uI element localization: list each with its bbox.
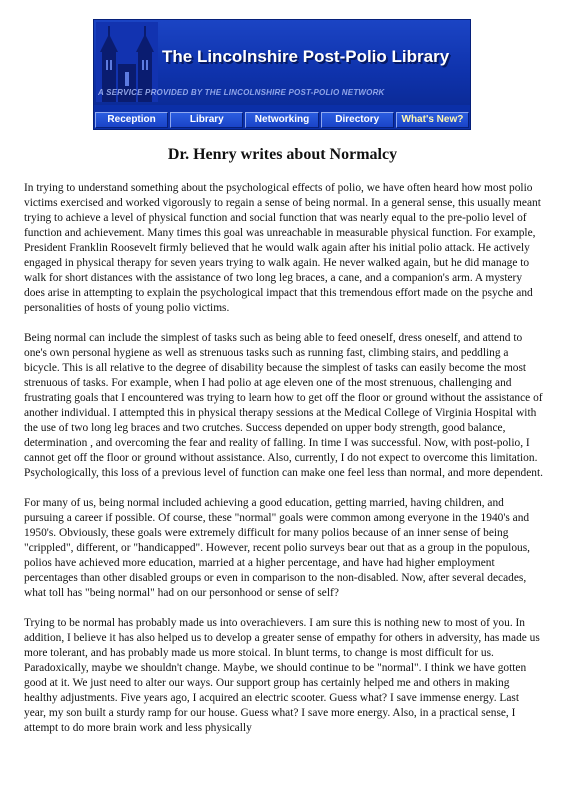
site-banner <box>93 19 471 130</box>
site-tagline: A SERVICE PROVIDED BY THE LINCOLNSHIRE POST-POLIO NETWORK <box>98 88 385 97</box>
nav-networking[interactable]: Networking <box>245 112 318 128</box>
nav-reception[interactable]: Reception <box>95 112 168 128</box>
article-paragraph-4: Trying to be normal has probably made us into overachievers. I am sure this is nothing new to most of you. In addition, I believe it has also helped us to develop a greater sense of empathy for others in adversity, has made us more tolerant, and has probably made us more stoical. In blunt terms, to change is most difficult for us. Paradoxically, maybe we shouldn't change. Maybe, we should continue to be "normal". I think we have gotten good at it. We just need to alter our ways. Our support group has certainly helped me and others in making healthy adjustments. Five years ago, I acquired an electric scooter. Guess what? I save immense energy. Last year, my son built a sturdy ramp for our house. Guess what? I save more energy. Also, in a practical sense, I attempt to do more brain work and less physically <box>24 617 540 734</box>
main-nav <box>94 111 470 129</box>
nav-whats-new[interactable]: What's New? <box>396 112 469 128</box>
article-paragraph-1: In trying to understand something about the psychological effects of polio, we have often heard how most polio victims exercised and worked vigorously to regain a sense of being normal. In a general sense, this usually meant trying to achieve a level of physical function and social function that was nearly equal to the pre-polio level of function and achievement. Many times this goal was unreachable in measurable physical function. For example, President Franklin Roosevelt firmly believed that he would walk again after his initial polio attack. He actively engaged in physical therapy for seven years trying to walk again. He never walked again, but he did manage to walk for short distances with the assistance of two long leg braces, a cane, and a companion's arm. A mystery does arise in attempting to explain the psychological impact that this tremendous effort made on the psyche and personalities of hosts of young polio victims. <box>24 182 541 314</box>
banner-header <box>94 20 470 105</box>
article-paragraph-3: For many of us, being normal included achieving a good education, getting married, having children, and pursuing a career if possible. Of course, these "normal" goals were common among everyone in the 1940's and 1950's. Obviously, these goals were extremely difficult for many polios because of an inner sense of being "crippled", different, or "handicapped". However, recent polio surveys bear out that as a group in the populous, polios have achieved more education, married at a higher percentage, and have had higher employment percentages than other disabled groups or even in comparison to the non-disabled. Now, after several decades, what toll has "being normal" had on our personhood or sense of self? <box>24 497 530 599</box>
article-body <box>24 181 543 751</box>
article-paragraph-2: Being normal can include the simplest of tasks such as being able to feed oneself, dress oneself, and attend to one's own personal hygiene as well as strenuous tasks such as running fast, climbing stairs, and peddling a bicycle. This is all relative to the degree of disability because the simplest of tasks can easily become the most strenuous of tasks. For example, when I had polio at age eleven one of the most strenuous, challenging and frustrating goals that I encountered was trying to learn how to get off the floor or ground without the assistance of another individual. I attempted this in physical therapy sessions at the Medical College of Virginia Hospital with the use of two long leg braces and two crutches. Success depended on upper body strength, good balance, determination , and overcoming the fear and reality of falling. In time I was successful. Now, with post-polio, I cannot get off the floor or ground without assistance. Also, currently, I do not expect to overcome this limitation. Psychologically, this loss of a previous level of function can make one feel less than normal, and more dependent. <box>24 332 543 479</box>
article-title: Dr. Henry writes about Normalcy <box>167 146 398 163</box>
nav-directory[interactable]: Directory <box>321 112 394 128</box>
site-title: The Lincolnshire Post-Polio Library <box>162 47 450 66</box>
nav-library[interactable]: Library <box>170 112 243 128</box>
